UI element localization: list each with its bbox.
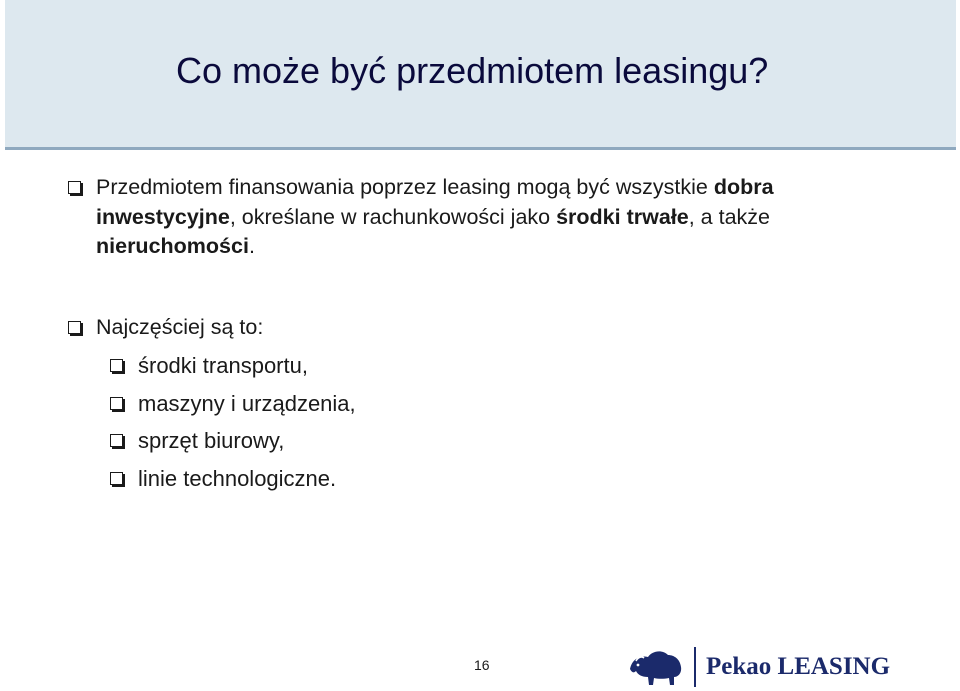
list-item: środki transportu, — [138, 353, 308, 378]
paragraph-bold-text: środki trwałe — [556, 204, 689, 229]
page-number: 16 — [474, 657, 490, 673]
paragraph-text: Przedmiotem finansowania poprzez leasing mogą być wszystkie — [96, 175, 714, 199]
list-item: linie technologiczne. — [138, 466, 337, 491]
checkbox-bullet-icon — [110, 359, 123, 372]
checkbox-bullet-icon — [110, 434, 123, 447]
bison-logo-icon — [628, 647, 684, 687]
paragraph-leasing-subject — [96, 173, 856, 262]
list-lead-text: Najczęściej są to: — [96, 315, 264, 339]
paragraph-bold-text: nieruchomości — [96, 234, 249, 258]
paragraph-bold-text: dobra inwestycyjne — [96, 175, 774, 229]
list-item: maszyny i urządzenia, — [138, 391, 356, 416]
pekao-leasing-logo — [628, 645, 918, 689]
paragraph-text: . — [248, 234, 255, 258]
paragraph-text: , a także — [688, 204, 770, 229]
logo-text: Pekao LEASING — [706, 653, 891, 680]
logo-divider — [694, 647, 696, 687]
slide-title: Co może być przedmiotem leasingu? — [176, 50, 769, 91]
checkbox-bullet-icon — [110, 472, 123, 485]
checkbox-bullet-icon — [68, 321, 81, 334]
checkbox-bullet-icon — [110, 397, 123, 410]
checkbox-bullet-icon — [68, 181, 81, 194]
list-item: sprzęt biurowy, — [138, 428, 285, 453]
paragraph-text: , określane w rachunkowości jako — [229, 204, 557, 229]
